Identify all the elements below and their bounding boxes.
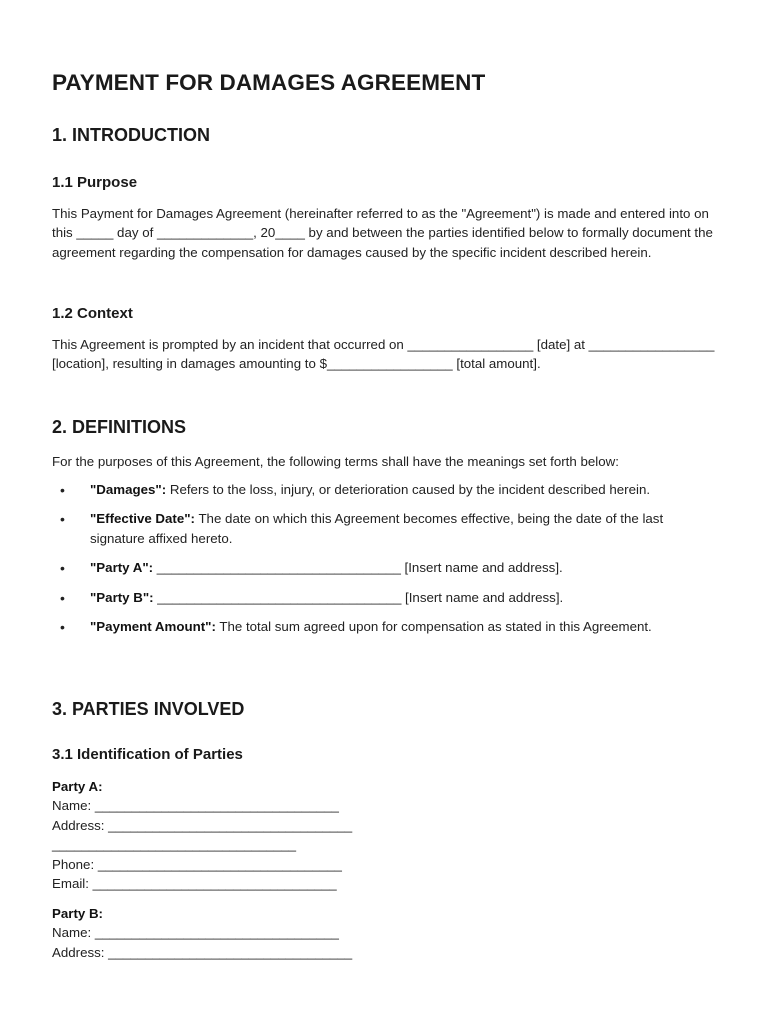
definition-term: "Party A": xyxy=(90,560,154,576)
definition-text: The date on which this Agreement becomes effective, being the date of the last signature affixed hereto. xyxy=(90,511,664,546)
definition-text: _________________________________ [Insert name and address]. xyxy=(153,589,564,605)
party-a-name-field[interactable]: Name: _________________________________ xyxy=(52,798,339,814)
party-b-block xyxy=(52,904,352,962)
definitions-list xyxy=(52,480,716,646)
list-item xyxy=(52,558,716,577)
bullet-icon: • xyxy=(60,560,65,577)
definition-text: The total sum agreed upon for compensation as stated in this Agreement. xyxy=(215,619,652,635)
definition-term: "Damages": xyxy=(90,482,167,497)
definitions-intro: For the purposes of this Agreement, the following terms shall have the meanings set forth below: xyxy=(52,454,619,469)
bullet-icon: • xyxy=(60,619,65,636)
section-parties-heading: 3. PARTIES INVOLVED xyxy=(52,699,245,719)
definition-text: _________________________________ [Insert name and address]. xyxy=(153,560,563,576)
purpose-heading: 1.1 Purpose xyxy=(52,174,138,191)
definition-text: Refers to the loss, injury, or deterioration caused by the incident described herein. xyxy=(166,482,651,497)
context-paragraph: This Agreement is prompted by an incident that occurred on _________________ [date] at _________________ [location], resulting in damages amounting to $_________________ [total amount]. xyxy=(52,337,715,372)
definition-term: "Party B": xyxy=(90,589,154,605)
party-a-phone-field[interactable]: Phone: _________________________________ xyxy=(52,856,342,872)
list-item xyxy=(52,617,716,636)
bullet-icon: • xyxy=(60,511,65,528)
definition-term: "Effective Date": xyxy=(90,511,195,527)
party-b-label: Party B: xyxy=(52,906,103,921)
section-definitions-heading: 2. DEFINITIONS xyxy=(52,417,187,437)
bullet-icon: • xyxy=(60,482,65,498)
bullet-icon: • xyxy=(60,589,65,606)
party-a-email-field[interactable]: Email: _________________________________ xyxy=(52,876,337,892)
party-b-address-field[interactable]: Address: _________________________________ xyxy=(52,944,353,960)
purpose-paragraph: This Payment for Damages Agreement (hereinafter referred to as the "Agreement") is made and entered into on this _____ day of _____________, 20____ by and between the parties identified below to formally document the agreement regarding the compensation for damages caused by the specific incident described herein. xyxy=(52,206,713,260)
list-item xyxy=(52,588,716,607)
party-b-name-field[interactable]: Name: _________________________________ xyxy=(52,925,339,941)
context-heading: 1.2 Context xyxy=(52,305,133,322)
definition-term: "Payment Amount": xyxy=(90,619,216,635)
list-item xyxy=(52,509,716,548)
section-introduction-heading: 1. INTRODUCTION xyxy=(52,125,211,145)
party-a-address-line2-field[interactable]: _________________________________ xyxy=(52,837,297,853)
party-a-label: Party A: xyxy=(52,779,103,794)
identification-heading: 3.1 Identification of Parties xyxy=(52,746,243,763)
party-a-address-field[interactable]: Address: _________________________________ xyxy=(52,817,353,833)
list-item xyxy=(52,480,716,499)
document-title: PAYMENT FOR DAMAGES AGREEMENT xyxy=(52,70,486,95)
party-a-block xyxy=(52,777,352,893)
